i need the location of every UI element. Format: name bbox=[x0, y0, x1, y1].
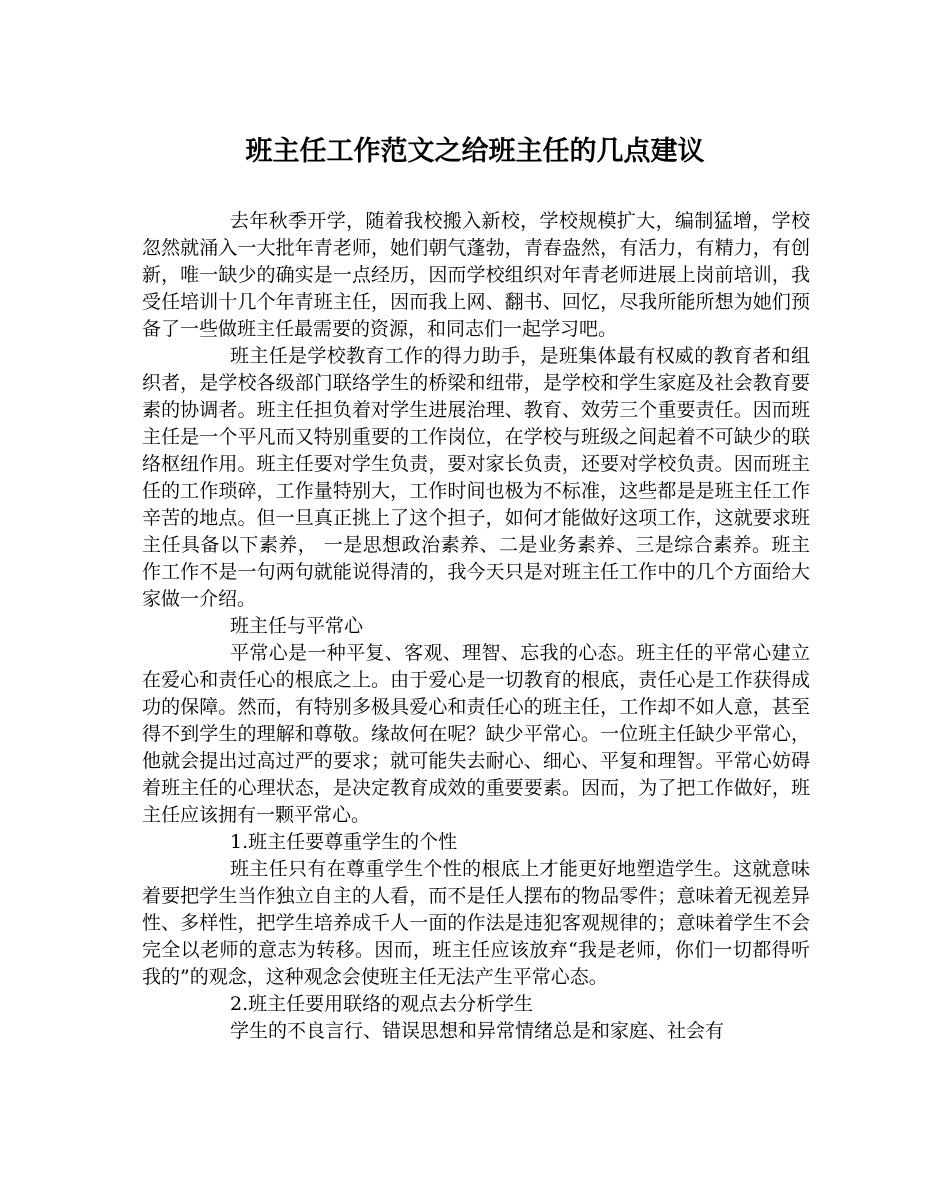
subheading-respect-individuality: 1.班主任要尊重学生的个性 bbox=[230, 831, 458, 853]
document-title: 班主任工作范文之给班主任的几点建议 bbox=[245, 136, 705, 167]
paragraph-role: 班主任是学校教育工作的得力助手，是班集体最有权威的教育者和组织者，是学校各级部门联络学生的桥梁和纽带，是学校和学生家庭及社会教育要素的协调者。班主任担负着对学生进展治理、教育、效劳三个重要责任。因而班主任是一个平凡而又特别重要的工作岗位，在学校与班级之间起着不可缺少的联络枢纽作用。班主任要对学生负责，要对家长负责，还要对学校负责。因而班主任的工作琐碎，工作量特别大，工作时间也极为不标准，这些都是是班主任工作辛苦的地点。但一旦真正挑上了这个担子，如何才能做好这项工作，这就要求班主任具备以下素养， 一是思想政治素养、二是业务素养、三是综合素养。班主作工作不是一句两句就能说得清的，我今天只是对班主任工作中的几个方面给大家做一介绍。 bbox=[142, 345, 810, 610]
paragraph-connected-view: 学生的不良言行、错误思想和异常情绪总是和家庭、社会有 bbox=[230, 1020, 725, 1042]
paragraph-respect-individuality: 班主任只有在尊重学生个性的根底上才能更好地塑造学生。这就意味着要把学生当作独立自主的人看，而不是任人摆布的物品零件；意味着无视差异性、多样性，把学生培养成千人一面的作法是违犯客观规律的；意味着学生不会完全以老师的意志为转移。因而，班主任应该放弃“我是老师，你们一切都得听我的”的观念，这种观念会使班主任无法产生平常心态。 bbox=[142, 858, 810, 988]
document-body bbox=[142, 208, 810, 1045]
section-heading-calm-mind: 班主任与平常心 bbox=[230, 615, 364, 637]
subheading-connected-view: 2.班主任要用联络的观点去分析学生 bbox=[230, 993, 534, 1015]
paragraph-intro: 去年秋季开学，随着我校搬入新校，学校规模扩大，编制猛增，学校忽然就涌入一大批年青老师，她们朝气蓬勃，青春盎然，有活力，有精力，有创新，唯一缺少的确实是一点经历，因而学校组织对年青老师进展上岗前培训，我受任培训十几个年青班主任，因而我上网、翻书、回忆，尽我所能所想为她们预备了一些做班主任最需要的资源，和同志们一起学习吧。 bbox=[142, 210, 810, 340]
paragraph-calm-mind: 平常心是一种平复、客观、理智、忘我的心态。班主任的平常心建立在爱心和责任心的根底之上。由于爱心是一切教育的根底，责任心是工作获得成功的保障。然而，有特别多极具爱心和责任心的班主任，工作却不如人意，甚至得不到学生的理解和尊敬。缘故何在呢？缺少平常心。一位班主任缺少平常心，他就会提出过高过严的要求；就可能失去耐心、细心、平复和理智。平常心妨碍着班主任的心理状态，是决定教育成效的重要要素。因而，为了把工作做好，班主任应该拥有一颗平常心。 bbox=[142, 642, 810, 826]
